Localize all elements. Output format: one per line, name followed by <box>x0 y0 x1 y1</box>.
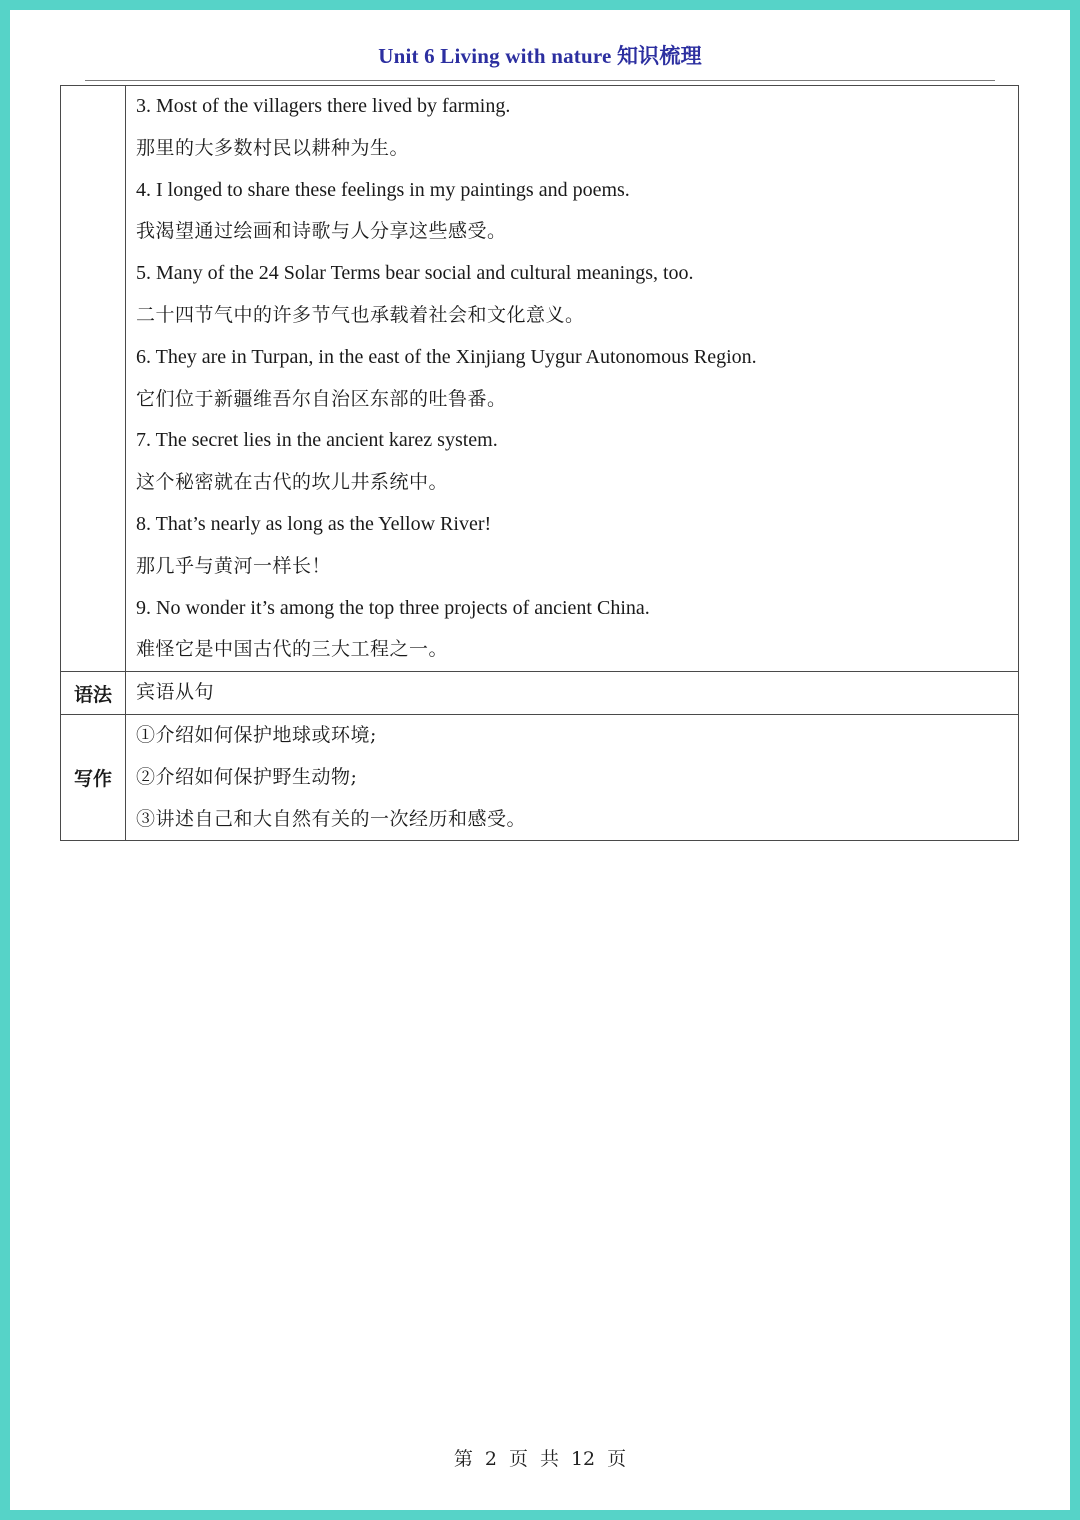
sentences-label-cell <box>61 86 126 672</box>
footer-word-ye: 页 <box>607 1448 627 1470</box>
sentence-zh: 我渴望通过绘画和诗歌与人分享这些感受。 <box>136 220 507 243</box>
sentence-zh: 那里的大多数村民以耕种为生。 <box>136 136 410 159</box>
sentence-en: 5. Many of the 24 Solar Terms bear social and cultural meanings, too. <box>136 262 694 285</box>
page-footer <box>10 1444 1070 1471</box>
page-header-title: Unit 6 Living with nature 知识梳理 <box>378 44 702 68</box>
footer-word-di: 第 <box>453 1448 473 1470</box>
grammar-label: 语法 <box>61 672 126 715</box>
knowledge-table <box>60 85 1019 841</box>
sentence-zh: 那几乎与黄河一样长！ <box>136 554 332 577</box>
sentence-en: 9. No wonder it’s among the top three projects of ancient China. <box>136 596 650 619</box>
writing-row <box>61 714 1019 840</box>
sentence-zh: 二十四节气中的许多节气也承载着社会和文化意义。 <box>136 303 585 326</box>
footer-page-number: 2 <box>484 1448 497 1470</box>
footer-total-pages: 12 <box>570 1448 596 1470</box>
sentence-en: 8. That’s nearly as long as the Yellow River! <box>136 512 492 535</box>
writing-item: ②介绍如何保护野生动物; <box>136 765 358 788</box>
sentences-content-cell <box>126 86 1019 672</box>
sentence-zh: 这个秘密就在古代的坎儿井系统中。 <box>136 471 449 494</box>
sentences-row <box>61 86 1019 672</box>
grammar-row <box>61 672 1019 715</box>
sentence-zh: 难怪它是中国古代的三大工程之一。 <box>136 638 449 661</box>
grammar-content-cell <box>126 672 1019 715</box>
writing-content-cell <box>126 714 1019 840</box>
sentence-en: 3. Most of the villagers there lived by farming. <box>136 95 511 117</box>
sentence-en: 6. They are in Turpan, in the east of the Xinjiang Uygur Autonomous Region. <box>136 345 757 368</box>
sentence-zh: 它们位于新疆维吾尔自治区东部的吐鲁番。 <box>136 387 507 410</box>
document-page <box>10 10 1070 1510</box>
sentence-en: 4. I longed to share these feelings in my paintings and poems. <box>136 178 630 201</box>
footer-word-gong: 共 <box>539 1448 559 1470</box>
grammar-content: 宾语从句 <box>136 681 215 704</box>
writing-item: ③讲述自己和大自然有关的一次经历和感受。 <box>136 807 527 830</box>
footer-word-ye: 页 <box>508 1448 528 1470</box>
sentence-en: 7. The secret lies in the ancient karez system. <box>136 429 498 452</box>
header-divider <box>85 80 995 81</box>
writing-item: ①介绍如何保护地球或环境; <box>136 723 377 746</box>
writing-label: 写作 <box>61 714 126 840</box>
